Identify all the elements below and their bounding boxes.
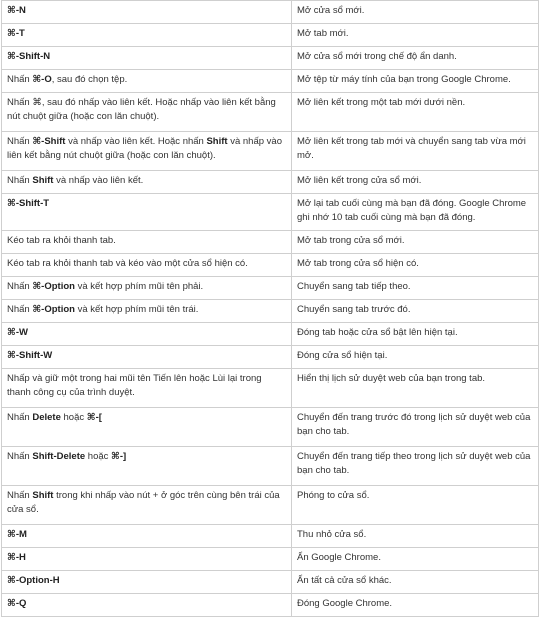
shortcut-text: Nhấn bbox=[7, 136, 33, 147]
action-cell: Thu nhỏ cửa sổ. bbox=[292, 525, 539, 548]
action-cell: Ẩn tất cả cửa sổ khác. bbox=[292, 571, 539, 594]
action-cell: Đóng tab hoặc cửa sổ bật lên hiện tại. bbox=[292, 323, 539, 346]
shortcut-key: ⌘-Shift-W bbox=[7, 350, 53, 361]
action-cell: Chuyển sang tab tiếp theo. bbox=[292, 277, 539, 300]
shortcut-text: Nhấn bbox=[7, 175, 33, 186]
shortcut-text: Nhấn ⌘, sau đó nhấp vào liên kết. Hoặc nhấp vào liên kết bằng nút chuột giữa (hoặc con lăn chuột). bbox=[7, 97, 276, 122]
shortcut-text: Nhấn bbox=[7, 451, 33, 462]
shortcut-cell bbox=[2, 346, 292, 369]
shortcut-text: Nhấn bbox=[7, 304, 33, 315]
action-cell: Đóng cửa sổ hiện tại. bbox=[292, 346, 539, 369]
shortcut-cell bbox=[2, 323, 292, 346]
shortcut-key: Shift-Delete bbox=[32, 451, 86, 462]
table-row bbox=[2, 525, 539, 548]
shortcut-key: Shift bbox=[32, 175, 54, 186]
shortcut-text: và kết hợp phím mũi tên phải. bbox=[74, 281, 204, 292]
table-row bbox=[2, 132, 539, 171]
shortcut-cell bbox=[2, 277, 292, 300]
table-row bbox=[2, 548, 539, 571]
action-cell: Mở liên kết trong tab mới và chuyển sang tab vừa mới mở. bbox=[292, 132, 539, 171]
table-row bbox=[2, 47, 539, 70]
table-row bbox=[2, 93, 539, 132]
shortcut-text: và nhấp vào liên kết bằng nút chuột giữa (hoặc con lăn chuột). bbox=[7, 136, 282, 161]
action-cell: Chuyển đến trang tiếp theo trong lịch sử duyệt web của bạn cho tab. bbox=[292, 447, 539, 486]
shortcut-cell bbox=[2, 194, 292, 231]
action-cell: Hiển thị lịch sử duyệt web của bạn trong tab. bbox=[292, 369, 539, 408]
shortcut-cell bbox=[2, 525, 292, 548]
shortcut-key: ⌘-M bbox=[7, 529, 27, 540]
table-row bbox=[2, 408, 539, 447]
action-cell: Mở liên kết trong cửa sổ mới. bbox=[292, 171, 539, 194]
table-row bbox=[2, 594, 539, 617]
action-cell: Đóng Google Chrome. bbox=[292, 594, 539, 617]
action-cell: Chuyển sang tab trước đó. bbox=[292, 300, 539, 323]
shortcut-key: Delete bbox=[32, 412, 61, 423]
shortcut-key: ⌘-Shift-T bbox=[7, 198, 50, 209]
shortcut-cell bbox=[2, 300, 292, 323]
shortcut-cell bbox=[2, 369, 292, 408]
shortcut-cell bbox=[2, 254, 292, 277]
table-row bbox=[2, 369, 539, 408]
shortcut-text: hoặc bbox=[85, 451, 112, 462]
shortcut-key: ⌘-Q bbox=[7, 598, 27, 609]
shortcut-cell bbox=[2, 571, 292, 594]
shortcut-cell bbox=[2, 70, 292, 93]
table-row bbox=[2, 346, 539, 369]
table-row bbox=[2, 486, 539, 525]
shortcut-cell bbox=[2, 447, 292, 486]
shortcut-key: ⌘-T bbox=[7, 28, 25, 39]
shortcut-cell bbox=[2, 231, 292, 254]
action-cell: Mở liên kết trong một tab mới dưới nền. bbox=[292, 93, 539, 132]
shortcut-text: Nhấp và giữ một trong hai mũi tên Tiến lên hoặc Lùi lại trong thanh công cụ của trình duyệt. bbox=[7, 373, 262, 398]
shortcut-text: , sau đó chọn tệp. bbox=[51, 74, 128, 85]
action-cell: Mở cửa sổ mới trong chế độ ẩn danh. bbox=[292, 47, 539, 70]
shortcut-text: hoặc bbox=[60, 412, 87, 423]
shortcut-key: ⌘-Option-H bbox=[7, 575, 60, 586]
shortcut-key: ⌘-N bbox=[7, 5, 26, 16]
shortcut-key: ⌘-H bbox=[7, 552, 26, 563]
shortcut-text: Nhấn bbox=[7, 490, 33, 501]
shortcut-cell bbox=[2, 24, 292, 47]
table-row bbox=[2, 70, 539, 93]
table-row bbox=[2, 254, 539, 277]
shortcut-text: Nhấn bbox=[7, 74, 33, 85]
table-row bbox=[2, 277, 539, 300]
shortcut-text: Kéo tab ra khỏi thanh tab. bbox=[7, 235, 116, 246]
shortcut-text: và kết hợp phím mũi tên trái. bbox=[74, 304, 199, 315]
shortcut-key: ⌘-Option bbox=[32, 304, 75, 315]
shortcut-key: ⌘-Shift-N bbox=[7, 51, 51, 62]
table-row bbox=[2, 194, 539, 231]
shortcut-text: và nhấp vào liên kết. bbox=[53, 175, 144, 186]
action-cell: Phóng to cửa sổ. bbox=[292, 486, 539, 525]
shortcut-key: ⌘-[ bbox=[86, 412, 102, 423]
shortcuts-table bbox=[1, 0, 539, 617]
shortcut-text: và nhấp vào liên kết. Hoặc nhấn bbox=[65, 136, 207, 147]
shortcut-key: Shift bbox=[32, 490, 54, 501]
table-row bbox=[2, 231, 539, 254]
table-row bbox=[2, 300, 539, 323]
shortcut-key: Shift bbox=[206, 136, 228, 147]
shortcut-cell bbox=[2, 47, 292, 70]
shortcut-text: Kéo tab ra khỏi thanh tab và kéo vào một cửa sổ hiện có. bbox=[7, 258, 248, 269]
shortcuts-table-body bbox=[2, 1, 539, 617]
shortcut-cell bbox=[2, 486, 292, 525]
shortcut-cell bbox=[2, 408, 292, 447]
shortcut-key: ⌘-O bbox=[32, 74, 52, 85]
action-cell: Mở tab trong cửa sổ hiện có. bbox=[292, 254, 539, 277]
action-cell: Mở tab trong cửa sổ mới. bbox=[292, 231, 539, 254]
shortcut-cell bbox=[2, 171, 292, 194]
shortcut-cell bbox=[2, 548, 292, 571]
table-row bbox=[2, 24, 539, 47]
action-cell: Chuyển đến trang trước đó trong lịch sử duyệt web của bạn cho tab. bbox=[292, 408, 539, 447]
action-cell: Mở cửa sổ mới. bbox=[292, 1, 539, 24]
shortcut-key: ⌘-Option bbox=[32, 281, 75, 292]
shortcut-text: Nhấn bbox=[7, 412, 33, 423]
table-row bbox=[2, 1, 539, 24]
shortcut-text: Nhấn bbox=[7, 281, 33, 292]
action-cell: Mở lại tab cuối cùng mà bạn đã đóng. Google Chrome ghi nhớ 10 tab cuối cùng mà bạn đã đóng. bbox=[292, 194, 539, 231]
shortcut-cell bbox=[2, 93, 292, 132]
shortcut-key: ⌘-] bbox=[111, 451, 127, 462]
shortcut-cell bbox=[2, 132, 292, 171]
action-cell: Ẩn Google Chrome. bbox=[292, 548, 539, 571]
shortcut-cell bbox=[2, 1, 292, 24]
shortcut-text: trong khi nhấp vào nút + ở góc trên cùng bên trái của cửa sổ. bbox=[7, 490, 280, 515]
table-row bbox=[2, 171, 539, 194]
shortcut-key: ⌘-Shift bbox=[32, 136, 66, 147]
shortcut-cell bbox=[2, 594, 292, 617]
action-cell: Mở tab mới. bbox=[292, 24, 539, 47]
table-row bbox=[2, 323, 539, 346]
table-row bbox=[2, 447, 539, 486]
shortcut-key: ⌘-W bbox=[7, 327, 28, 338]
table-row bbox=[2, 571, 539, 594]
action-cell: Mở tệp từ máy tính của bạn trong Google Chrome. bbox=[292, 70, 539, 93]
